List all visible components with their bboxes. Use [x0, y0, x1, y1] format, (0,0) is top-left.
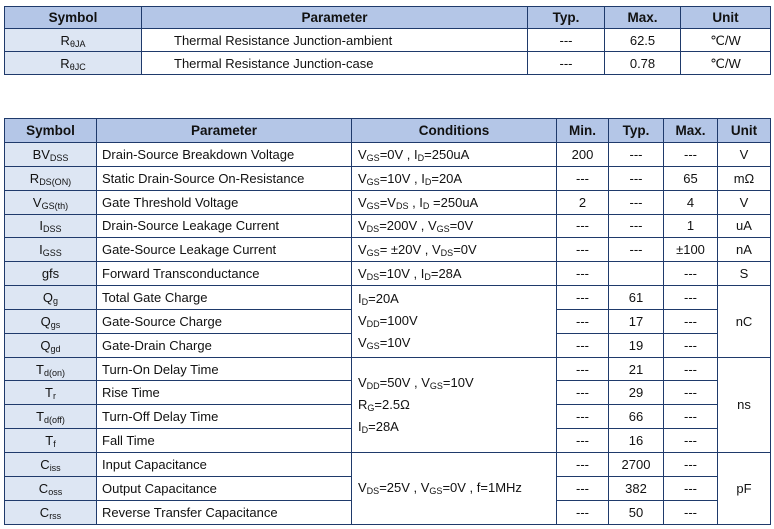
symbol-main: T [36, 409, 45, 425]
typ-cell: --- [609, 238, 664, 262]
typ-cell: 21 [609, 357, 664, 381]
condition-text: =0V [449, 218, 474, 234]
typ-cell: 19 [609, 333, 664, 357]
symbol-main: I [39, 218, 44, 234]
symbol-sub: d(off) [44, 415, 65, 426]
conditions-cell [352, 238, 557, 262]
parameter-cell: Thermal Resistance Junction-ambient [142, 29, 528, 52]
electrical-header-min: Min. [557, 119, 609, 143]
condition-subscript: GS [436, 224, 450, 235]
symbol-main: Q [40, 337, 51, 353]
condition-text: V [358, 194, 367, 210]
electrical-characteristics-table [4, 118, 771, 525]
symbol-sub: θJC [69, 61, 86, 72]
condition-subscript: D [424, 176, 432, 187]
thermal-header-max: Max. [605, 7, 681, 29]
symbol-main: T [45, 433, 54, 449]
typ-cell [609, 262, 664, 286]
condition-text: =28A [368, 418, 399, 434]
electrical-header-unit: Unit [718, 119, 771, 143]
electrical-row [5, 357, 771, 381]
unit-cell: V [718, 190, 771, 214]
condition-text: I [358, 291, 362, 307]
condition-line [358, 477, 554, 499]
unit-cell: uA [718, 214, 771, 238]
condition-text: V [358, 170, 367, 186]
conditions-cell [352, 143, 557, 167]
symbol-cell [5, 29, 142, 52]
symbol-sub: GSS [42, 248, 62, 259]
typ-cell: --- [609, 214, 664, 238]
symbol-cell [5, 452, 97, 476]
max-cell: --- [664, 500, 718, 524]
symbol-sub: d(on) [43, 367, 65, 378]
thermal-header-row [5, 7, 771, 29]
min-cell: --- [557, 238, 609, 262]
max-cell: --- [664, 357, 718, 381]
symbol-sub: GS(th) [41, 200, 69, 211]
symbol-sub: DSS [49, 152, 69, 163]
condition-text: =50V , V [379, 374, 430, 390]
electrical-header-typ: Typ. [609, 119, 664, 143]
typ-cell: 17 [609, 309, 664, 333]
condition-text: R [358, 396, 368, 412]
symbol-cell [5, 357, 97, 381]
symbol-main: T [36, 361, 44, 377]
min-cell: --- [557, 262, 609, 286]
condition-text: =250uA [429, 194, 479, 210]
min-cell: --- [557, 429, 609, 453]
condition-text: =200V , V [379, 218, 437, 234]
conditions-cell [352, 166, 557, 190]
parameter-cell: Gate-Drain Charge [97, 333, 352, 357]
condition-text: =10V , I [379, 266, 425, 282]
unit-group-capacitance: pF [718, 452, 771, 524]
symbol-cell [5, 238, 97, 262]
symbol-cell [5, 143, 97, 167]
typ-cell: --- [609, 190, 664, 214]
min-cell: 200 [557, 143, 609, 167]
min-cell: 2 [557, 190, 609, 214]
unit-cell: nA [718, 238, 771, 262]
thermal-header-symbol: Symbol [5, 7, 142, 29]
unit-group-gate-charge: nC [718, 286, 771, 358]
max-cell: 1 [664, 214, 718, 238]
symbol-cell [5, 166, 97, 190]
unit-cell: S [718, 262, 771, 286]
symbol-cell [5, 333, 97, 357]
typ-cell: 66 [609, 405, 664, 429]
condition-subscript: D [424, 272, 431, 283]
parameter-cell: Fall Time [97, 429, 352, 453]
condition-text: I [358, 418, 362, 434]
conditions-cell [352, 214, 557, 238]
parameter-cell: Static Drain-Source On-Resistance [97, 166, 352, 190]
condition-subscript: GS [366, 200, 380, 211]
max-cell: 4 [664, 190, 718, 214]
parameter-cell: Turn-Off Delay Time [97, 405, 352, 429]
parameter-cell: Turn-On Delay Time [97, 357, 352, 381]
electrical-row [5, 166, 771, 190]
condition-text: =20A [368, 291, 399, 307]
min-cell: --- [557, 381, 609, 405]
symbol-main: C [40, 456, 50, 472]
parameter-cell: Drain-Source Breakdown Voltage [97, 143, 352, 167]
electrical-row [5, 143, 771, 167]
condition-text: =V [379, 194, 396, 210]
unit-cell: ℃/W [681, 52, 771, 75]
symbol-sub: rss [49, 510, 62, 521]
typ-cell: --- [609, 166, 664, 190]
typ-cell: 2700 [609, 452, 664, 476]
min-cell: --- [557, 476, 609, 500]
symbol-main: Q [42, 289, 54, 305]
condition-text: =20A [431, 170, 463, 186]
unit-cell: mΩ [718, 166, 771, 190]
conditions-group-capacitance [352, 452, 557, 524]
typ-cell: 61 [609, 286, 664, 310]
electrical-row [5, 452, 771, 476]
symbol-cell [5, 476, 97, 500]
max-cell: --- [664, 405, 718, 429]
condition-text: V [358, 480, 367, 496]
parameter-cell: Gate Threshold Voltage [97, 190, 352, 214]
typ-cell: 16 [609, 429, 664, 453]
condition-subscript: GS [366, 341, 380, 352]
symbol-main: Q [40, 313, 51, 329]
electrical-row [5, 262, 771, 286]
symbol-cell [5, 429, 97, 453]
condition-subscript: DS [366, 272, 380, 283]
min-cell: --- [557, 357, 609, 381]
max-cell: --- [664, 286, 718, 310]
symbol-main: T [45, 385, 53, 401]
condition-text: V [358, 266, 367, 282]
symbol-main: R [60, 32, 70, 48]
condition-text: =0V [453, 242, 477, 258]
condition-subscript: GS [366, 176, 380, 187]
parameter-cell: Gate-Source Charge [97, 309, 352, 333]
symbol-sub: gs [50, 319, 61, 330]
parameter-cell: Gate-Source Leakage Current [97, 238, 352, 262]
unit-cell: ℃/W [681, 29, 771, 52]
symbol-cell [5, 52, 142, 75]
min-cell: --- [557, 166, 609, 190]
condition-subscript: DS [395, 200, 409, 211]
symbol-sub: r [52, 391, 56, 402]
thermal-resistance-table [4, 6, 771, 75]
min-cell: --- [557, 309, 609, 333]
parameter-cell: Output Capacitance [97, 476, 352, 500]
condition-subscript: GS [429, 486, 443, 497]
conditions-cell [352, 262, 557, 286]
thermal-header-typ: Typ. [528, 7, 605, 29]
max-cell: 62.5 [605, 29, 681, 52]
symbol-cell [5, 190, 97, 214]
typ-cell: --- [528, 52, 605, 75]
condition-subscript: D [417, 152, 425, 163]
condition-text: V [358, 218, 367, 234]
electrical-header-conditions: Conditions [352, 119, 557, 143]
thermal-row-rthjc [5, 52, 771, 75]
typ-cell: 382 [609, 476, 664, 500]
symbol-main: I [39, 242, 43, 258]
electrical-header-max: Max. [664, 119, 718, 143]
unit-cell: V [718, 143, 771, 167]
condition-subscript: GS [429, 380, 443, 391]
symbol-main: gfs [41, 266, 60, 282]
thermal-header-parameter: Parameter [142, 7, 528, 29]
max-cell: --- [664, 333, 718, 357]
condition-text: V [358, 313, 367, 329]
condition-line [358, 288, 554, 310]
conditions-group-switching [352, 357, 557, 452]
min-cell: --- [557, 333, 609, 357]
condition-subscript: D [361, 424, 369, 435]
condition-subscript: GS [366, 152, 380, 163]
electrical-header-symbol: Symbol [5, 119, 97, 143]
condition-subscript: GS [366, 248, 380, 259]
condition-subscript: DS [366, 486, 380, 497]
symbol-main: C [38, 480, 49, 496]
max-cell: 0.78 [605, 52, 681, 75]
condition-text: = ±20V , V [379, 242, 441, 258]
symbol-cell [5, 214, 97, 238]
condition-subscript: DD [366, 380, 380, 391]
symbol-main: V [32, 194, 42, 210]
typ-cell: --- [528, 29, 605, 52]
typ-cell: --- [609, 143, 664, 167]
max-cell: --- [664, 429, 718, 453]
parameter-cell: Forward Transconductance [97, 262, 352, 286]
max-cell: --- [664, 309, 718, 333]
condition-subscript: DS [366, 224, 380, 235]
condition-subscript: D [422, 200, 430, 211]
symbol-cell [5, 500, 97, 524]
min-cell: --- [557, 500, 609, 524]
symbol-cell [5, 405, 97, 429]
condition-line [358, 310, 554, 332]
condition-text: =10V [379, 335, 411, 351]
parameter-cell: Rise Time [97, 381, 352, 405]
unit-group-switching: ns [718, 357, 771, 452]
condition-line [358, 416, 554, 438]
typ-cell: 50 [609, 500, 664, 524]
electrical-header-parameter: Parameter [97, 119, 352, 143]
thermal-header-unit: Unit [681, 7, 771, 29]
condition-subscript: G [367, 402, 375, 413]
symbol-main: C [39, 504, 50, 520]
symbol-sub: θJA [69, 38, 86, 49]
condition-text: =10V [442, 374, 474, 390]
symbol-main: BV [32, 146, 50, 162]
condition-text: =28A [430, 266, 462, 282]
condition-text: V [358, 146, 367, 162]
symbol-cell [5, 286, 97, 310]
min-cell: --- [557, 214, 609, 238]
symbol-sub: DS(ON) [39, 176, 72, 187]
max-cell: --- [664, 452, 718, 476]
condition-text: V [358, 242, 367, 258]
max-cell: 65 [664, 166, 718, 190]
electrical-row [5, 190, 771, 214]
symbol-cell [5, 262, 97, 286]
symbol-sub: g [53, 295, 59, 306]
conditions-group-gate-charge [352, 286, 557, 358]
condition-line [358, 394, 554, 416]
electrical-row [5, 214, 771, 238]
conditions-cell [352, 190, 557, 214]
electrical-row [5, 286, 771, 310]
min-cell: --- [557, 286, 609, 310]
max-cell: --- [664, 381, 718, 405]
min-cell: --- [557, 452, 609, 476]
condition-text: , I [408, 194, 423, 210]
parameter-cell: Input Capacitance [97, 452, 352, 476]
max-cell: --- [664, 476, 718, 500]
symbol-sub: oss [48, 486, 63, 497]
condition-line [358, 372, 554, 394]
condition-subscript: D [361, 297, 369, 308]
thermal-row-rthja [5, 29, 771, 52]
condition-text: =10V , I [379, 170, 425, 186]
parameter-cell: Total Gate Charge [97, 286, 352, 310]
condition-line [358, 332, 554, 354]
min-cell: --- [557, 405, 609, 429]
electrical-row [5, 238, 771, 262]
condition-text: =0V , I [379, 146, 418, 162]
symbol-sub: DSS [43, 224, 62, 235]
max-cell: --- [664, 262, 718, 286]
condition-text: =25V , V [379, 480, 430, 496]
condition-text: V [358, 374, 367, 390]
symbol-main: R [29, 170, 40, 186]
parameter-cell: Reverse Transfer Capacitance [97, 500, 352, 524]
condition-text: =250uA [424, 146, 470, 162]
condition-subscript: DD [366, 319, 380, 330]
parameter-cell: Thermal Resistance Junction-case [142, 52, 528, 75]
parameter-cell: Drain-Source Leakage Current [97, 214, 352, 238]
condition-text: V [358, 335, 367, 351]
condition-text: =0V , f=1MHz [442, 480, 522, 496]
electrical-header-row [5, 119, 771, 143]
symbol-cell [5, 381, 97, 405]
symbol-sub: f [53, 439, 56, 450]
max-cell: ±100 [664, 238, 718, 262]
symbol-sub: iss [49, 462, 61, 473]
symbol-cell [5, 309, 97, 333]
condition-text: =2.5Ω [374, 396, 410, 412]
max-cell: --- [664, 143, 718, 167]
symbol-sub: gd [50, 343, 61, 354]
symbol-main: R [60, 55, 70, 71]
condition-text: =100V [379, 313, 418, 329]
typ-cell: 29 [609, 381, 664, 405]
condition-subscript: DS [440, 248, 454, 259]
